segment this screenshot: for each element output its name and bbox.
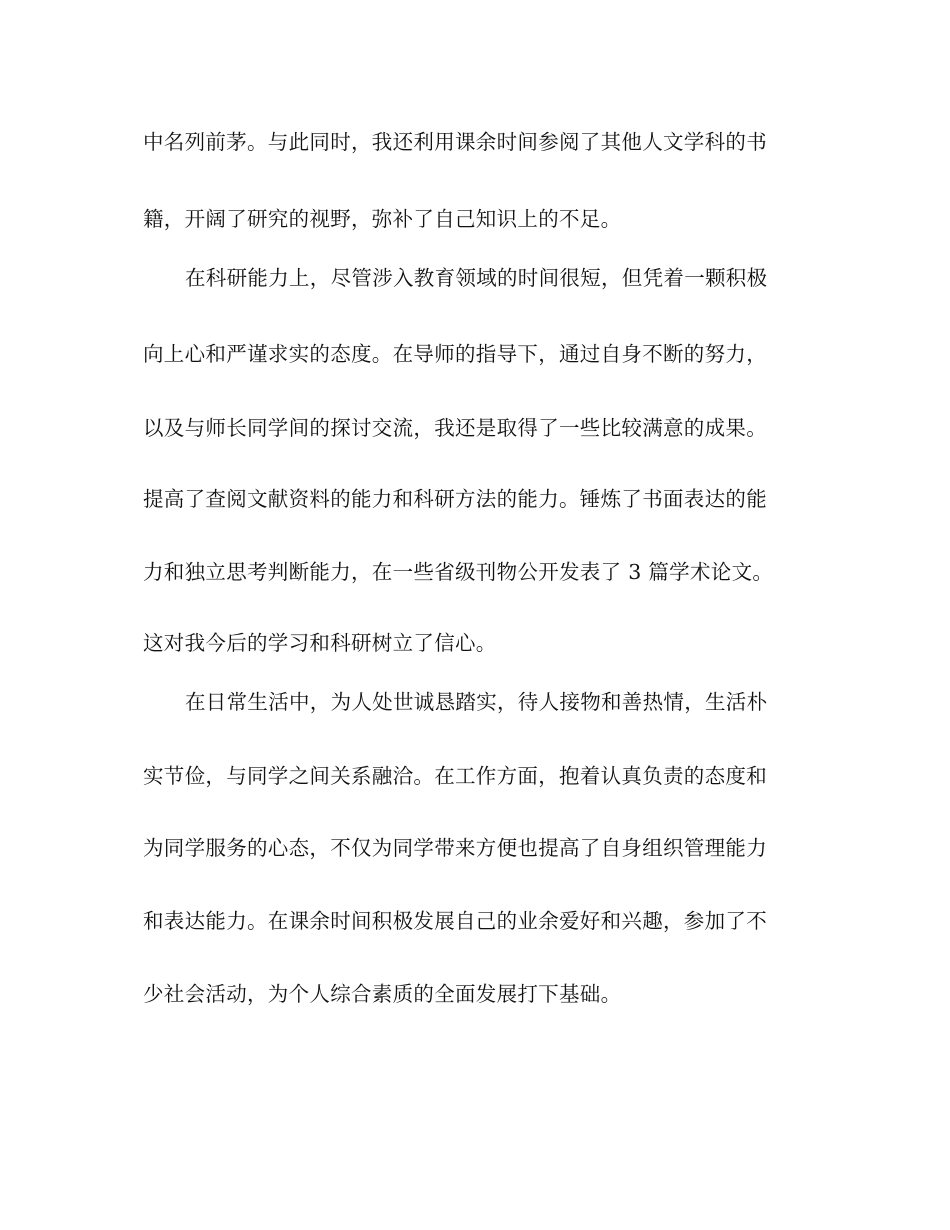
text-line: 为同学服务的心态，不仅为同学带来方便也提高了自身组织管理能力 — [143, 836, 767, 860]
text-line: 实节俭，与同学之间关系融洽。在工作方面，抱着认真负责的态度和 — [143, 764, 767, 788]
text-line: 提高了查阅文献资料的能力和科研方法的能力。锤炼了书面表达的能 — [143, 487, 767, 511]
text-line: 和表达能力。在课余时间积极发展自己的业余爱好和兴趣，参加了不 — [143, 909, 767, 933]
text-line: 籍，开阔了研究的视野，弥补了自己知识上的不足。 — [143, 207, 622, 231]
text-line: 中名列前茅。与此同时，我还利用课余时间参阅了其他人文学科的书 — [143, 130, 767, 154]
text-line: 向上心和严谨求实的态度。在导师的指导下，通过自身不断的努力， — [143, 342, 767, 366]
paragraph-start-line: 在日常生活中，为人处世诚恳踏实，待人接物和善热情，生活朴 — [185, 690, 768, 714]
text-line: 力和独立思考判断能力，在一些省级刊物公开发表了 3 篇学术论文。 — [143, 560, 774, 584]
paragraph-start-line: 在科研能力上，尽管涉入教育领域的时间很短，但凭着一颗积极 — [185, 266, 768, 290]
text-line: 以及与师长同学间的探讨交流，我还是取得了一些比较满意的成果。 — [143, 416, 767, 440]
text-line: 这对我今后的学习和科研树立了信心。 — [143, 631, 497, 655]
text-line: 少社会活动，为个人综合素质的全面发展打下基础。 — [143, 982, 622, 1006]
